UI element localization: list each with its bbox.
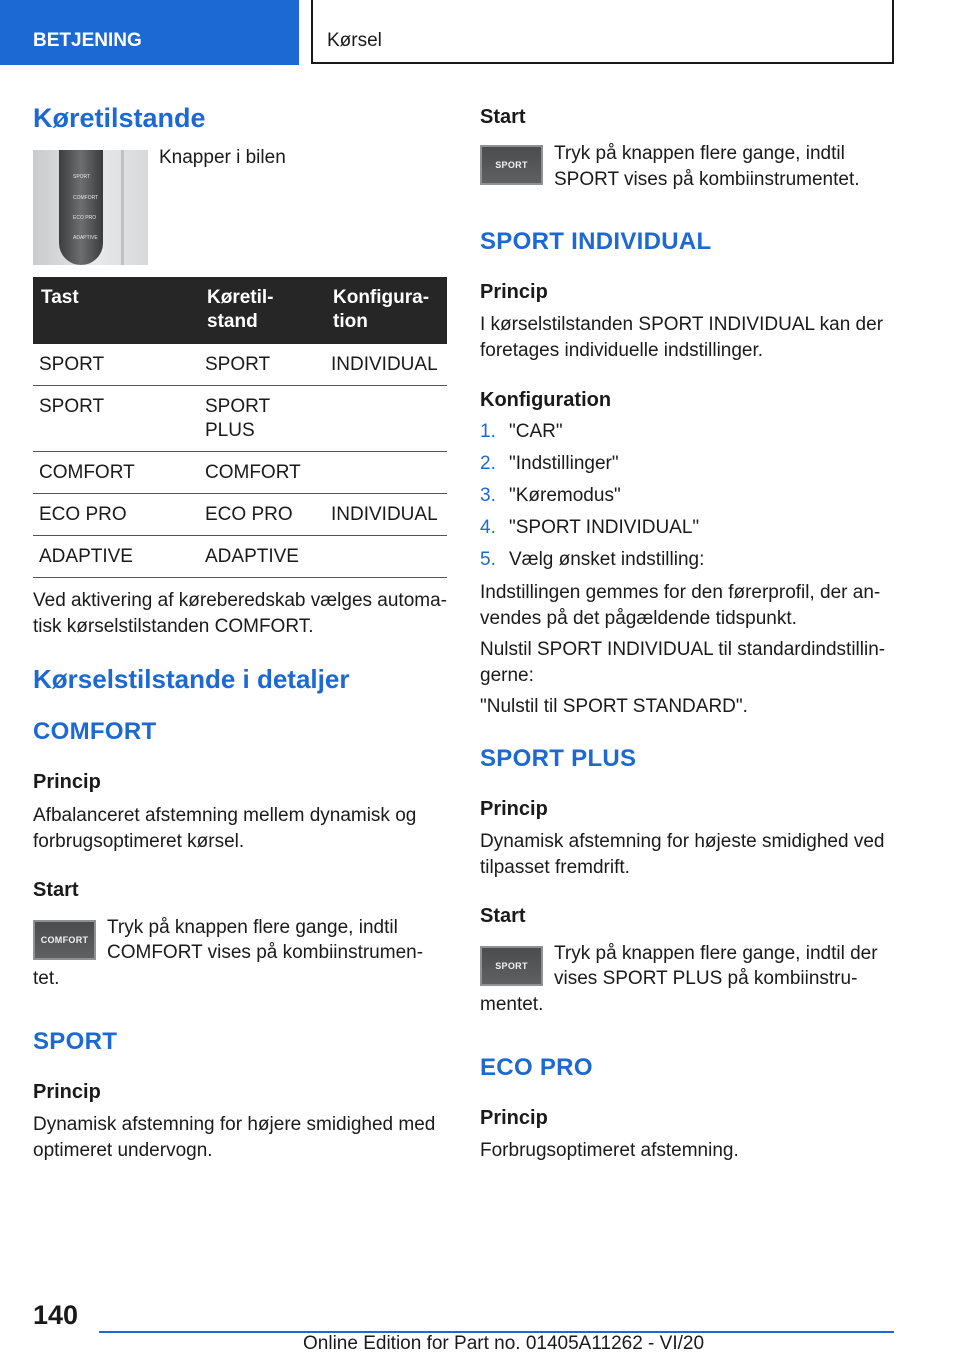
edition-text: Online Edition for Part no. 01405A11262 - VI/20 [303,1333,705,1354]
list-item [480,512,890,544]
table-cell: COMFORT [199,452,325,494]
sport-button-icon: SPORT [480,145,543,185]
table-cell: SPORT PLUS [199,386,325,452]
photo-label-comfort: COMFORT [73,195,99,201]
table-header-cell: Køretil‐ stand [199,277,325,344]
modes-table [33,277,447,578]
configuration-steps [480,416,890,576]
sport-plus-principle-text: Dynamisk afstemning for højeste smidighed ved tilpasset fremdrift. [480,831,885,878]
sport-individual-principle-text: I kørselstilstanden SPORT INDIVIDUAL kan der foretages individuelle indstillinger. [480,314,884,361]
table-row [33,344,447,386]
profile-note: Indstillingen gemmes for den førerprofil, der an‐ vendes på det pågældende tidspunkt. [480,582,881,629]
buttons-photo [33,150,148,265]
table-header-cell: Konfigura‐ tion [325,277,447,344]
reset-command: "Nulstil til SPORT STANDARD". [480,696,748,717]
list-item [480,544,890,576]
step-text: "Køremodus" [509,485,621,506]
step-number: 3. [480,485,496,506]
eco-pro-principle-text: Forbrugsoptimeret afstemning. [480,1140,739,1161]
comfort-start-line2: COMFORT vises på kombiinstrumen‐ [107,942,424,963]
sport-principle-label: Princip [33,1081,101,1103]
table-cell: SPORT [33,386,199,452]
section-tab: BETJENING [0,0,299,65]
list-item [480,448,890,480]
sport-plus-start-line3: mentet. [480,994,544,1015]
table-cell [325,386,447,452]
table-row [33,494,447,536]
table-cell: INDIVIDUAL [325,494,447,536]
eco-pro-principle-label: Princip [480,1107,548,1129]
step-number: 1. [480,421,496,442]
step-text: "SPORT INDIVIDUAL" [509,517,700,538]
table-cell: INDIVIDUAL [325,344,447,386]
sport-plus-start-line2: vises SPORT PLUS på kombiinstru‐ [554,968,858,989]
photo-label-eco-pro: ECO PRO [73,215,97,221]
list-item [480,480,890,512]
table-cell: ADAPTIVE [33,536,199,578]
sport-principle-text: Dynamisk afstemning for højere smidighed med optimeret undervogn. [33,1114,436,1161]
button-panel [59,150,103,265]
photo-label-sport: SPORT [73,174,91,180]
sport-plus-start-label: Start [480,905,526,927]
configuration-label: Konfiguration [480,389,612,411]
comfort-start-label: Start [33,879,79,901]
table-cell: ECO PRO [199,494,325,536]
comfort-heading: COMFORT [33,718,157,745]
table-cell: ECO PRO [33,494,199,536]
sport-heading: SPORT [33,1028,118,1055]
comfort-principle-label: Princip [33,771,101,793]
sport-start-label: Start [480,106,526,128]
table-header-cell: Tast [33,277,199,344]
sport-individual-heading: SPORT INDIVIDUAL [480,228,712,255]
step-number: 4. [480,517,496,538]
table-cell: SPORT [33,344,199,386]
sport-plus-principle-label: Princip [480,798,548,820]
sport-start-line2: SPORT vises på kombiinstrumentet. [554,169,860,190]
page-title: Køretilstande [33,103,206,133]
step-text: Vælg ønsket indstilling: [509,549,705,570]
step-number: 2. [480,453,496,474]
reset-note: Nulstil SPORT INDIVIDUAL til standardindstillin‐ gerne: [480,639,886,686]
activation-note: Ved aktivering af køreberedskab vælges automa‐ tisk kørselstilstanden COMFORT. [33,590,447,637]
eco-pro-heading: ECO PRO [480,1054,593,1081]
table-cell [325,452,447,494]
table-row [33,452,447,494]
sport-plus-button-icon: SPORT [480,946,543,986]
page-number: 140 [33,1300,79,1330]
sport-plus-start-line1: Tryk på knappen flere gange, indtil der [554,943,878,964]
table-cell [325,536,447,578]
table-row [33,386,447,452]
step-text: "CAR" [509,421,563,442]
chapter-title: Kørsel [311,0,894,64]
comfort-start-line3: tet. [33,968,60,989]
table-cell: COMFORT [33,452,199,494]
table-row [33,536,447,578]
photo-label-adaptive: ADAPTIVE [73,235,98,241]
comfort-button-icon: COMFORT [33,920,96,960]
table-cell: ADAPTIVE [199,536,325,578]
sport-start-line1: Tryk på knappen flere gange, indtil [554,143,845,164]
details-heading: Kørselstilstande i detaljer [33,664,350,694]
photo-divider [121,150,124,265]
list-item [480,416,890,448]
comfort-principle-text: Afbalanceret afstemning mellem dynamisk og forbrugsoptimeret kørsel. [33,805,417,852]
sport-plus-heading: SPORT PLUS [480,745,637,772]
step-number: 5. [480,549,496,570]
table-cell: SPORT [199,344,325,386]
table-header-row [33,277,447,344]
step-text: "Indstillinger" [509,453,619,474]
photo-caption: Knapper i bilen [159,147,286,168]
comfort-start-line1: Tryk på knappen flere gange, indtil [107,917,398,938]
sport-individual-principle-label: Princip [480,281,548,303]
